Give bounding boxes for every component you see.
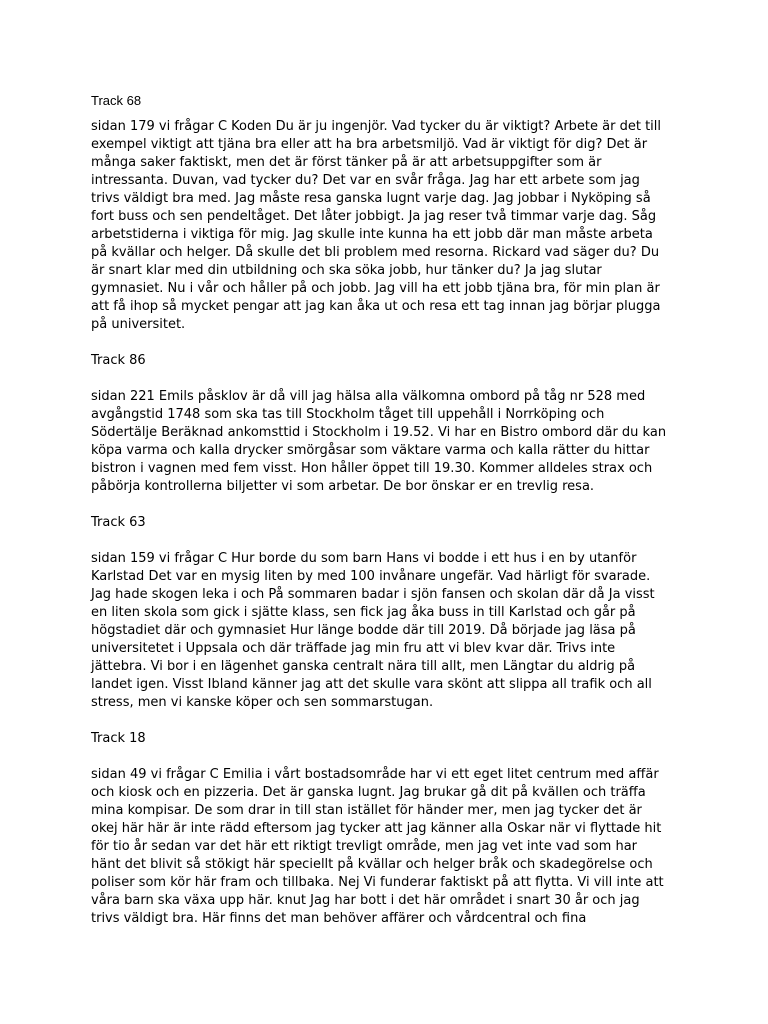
paragraph-line: bistron i vagnen med fem visst. Hon håller öppet till 19.30. Kommer alldeles strax och <box>91 461 653 476</box>
paragraph-line: poliser som kör här fram och tillbaka. Nej Vi funderar faktiskt på att flytta. Vi vill inte att <box>91 875 664 890</box>
spacer <box>91 370 691 388</box>
paragraph-line: för tio år sedan var det här ett riktigt trevligt område, men jag vet inte vad som har <box>91 839 638 854</box>
paragraph-line: köpa varma och kalla drycker smörgåsar som väktare varma och kalla rätter du hittar <box>91 443 650 458</box>
paragraph-line: okej här här är inte rädd eftersom jag tycker att jag känner alla Oskar när vi flyttade hit <box>91 821 662 836</box>
paragraph-line: stress, men vi kanske köper och sen sommarstugan. <box>91 695 434 710</box>
spacer <box>91 532 691 550</box>
paragraph-line: trivs väldigt bra. Här finns det man behöver affärer och vårdcentral och fina <box>91 911 587 926</box>
paragraph-line: sidan 221 Emils påsklov är då vill jag hälsa alla välkomna ombord på tåg nr 528 med <box>91 389 646 404</box>
paragraph-line: universitetet i Uppsala och där träffade jag min fru att vi blev kvar där. Trivs inte <box>91 641 616 656</box>
paragraph-line: intressanta. Duvan, vad tycker du? Det var en svår fråga. Jag har ett arbete som jag <box>91 173 640 188</box>
paragraph-line: Jag hade skogen leka i och På sommaren badar i sjön fansen och skolan där då Ja visst <box>91 587 655 602</box>
paragraph-line: många saker faktiskt, men det är först tänker på är att arbetsuppgifter som är <box>91 155 602 170</box>
paragraph-line: avgångstid 1748 som ska tas till Stockholm tåget till uppehåll i Norrköping och <box>91 407 605 422</box>
paragraph-line: landet igen. Visst Ibland känner jag att det skulle vara skönt att slippa all trafik och all <box>91 677 652 692</box>
paragraph-line: och kiosk och en pizzeria. Det är ganska lugnt. Jag brukar gå dit på kvällen och träffa <box>91 785 646 800</box>
track-86-paragraph <box>91 388 691 496</box>
spacer <box>91 748 691 766</box>
track-63-paragraph <box>91 550 691 712</box>
spacer <box>91 496 691 514</box>
paragraph-line: Södertälje Beräknad ankomsttid i Stockholm i 19.52. Vi har en Bistro ombord där du kan <box>91 425 667 440</box>
paragraph-line: sidan 49 vi frågar C Emilia i vårt bostadsområde har vi ett eget litet centrum med affär <box>91 767 659 782</box>
track-86-heading: Track 86 <box>91 353 146 368</box>
spacer <box>91 712 691 730</box>
paragraph-line: gymnasiet. Nu i vår och håller på och jobb. Jag vill ha ett jobb tjäna bra, för min plan är <box>91 281 660 296</box>
spacer <box>91 334 691 352</box>
track-18-heading: Track 18 <box>91 731 146 746</box>
track-18-paragraph <box>91 766 691 928</box>
paragraph-line: sidan 159 vi frågar C Hur borde du som barn Hans vi bodde i ett hus i en by utanför <box>91 551 637 566</box>
paragraph-line: på universitet. <box>91 317 186 332</box>
paragraph-line: arbetstiderna i viktiga för mig. Jag skulle inte kunna ha ett jobb där man måste arbeta <box>91 227 653 242</box>
paragraph-line: trivs väldigt bra med. Jag måste resa ganska lugnt varje dag. Jag jobbar i Nyköping så <box>91 191 651 206</box>
track-68-heading: Track 68 <box>91 93 142 108</box>
paragraph-line: sidan 179 vi frågar C Koden Du är ju ingenjör. Vad tycker du är viktigt? Arbete är det till <box>91 119 662 134</box>
paragraph-line: att få ihop så mycket pengar att jag kan åka ut och resa ett tag innan jag börjar plugga <box>91 299 661 314</box>
paragraph-line: våra barn ska växa upp här. knut Jag har bott i det här området i snart 30 år och jag <box>91 893 640 908</box>
track-63-heading: Track 63 <box>91 515 146 530</box>
paragraph-line: Karlstad Det var en mysig liten by med 100 invånare ungefär. Vad härligt för svarade. <box>91 569 651 584</box>
paragraph-line: påbörja kontrollerna biljetter vi som arbetar. De bor önskar er en trevlig resa. <box>91 479 595 494</box>
paragraph-line: är snart klar med din utbildning och ska söka jobb, hur tänker du? Ja jag slutar <box>91 263 602 278</box>
paragraph-line: jättebra. Vi bor i en lägenhet ganska centralt nära till allt, men Längtar du aldrig på <box>91 659 636 674</box>
paragraph-line: på kvällar och helger. Då skulle det bli problem med resorna. Rickard vad säger du? Du <box>91 245 660 260</box>
track-68-paragraph <box>91 118 691 334</box>
paragraph-line: hänt det blivit så stökigt här speciellt på kvällar och helger bråk och skadegörelse och <box>91 857 653 872</box>
paragraph-line: högstadiet där och gymnasiet Hur länge bodde där till 2019. Då började jag läsa på <box>91 623 636 638</box>
paragraph-line: mina kompisar. De som drar in till stan istället för händer mer, men jag tycker det är <box>91 803 642 818</box>
paragraph-line: fort buss och sen pendeltåget. Det låter jobbigt. Ja jag reser två timmar varje dag. Såg <box>91 209 657 224</box>
paragraph-line: en liten skola som gick i sjätte klass, sen fick jag åka buss in till Karlstad och går på <box>91 605 636 620</box>
document-body <box>91 118 691 928</box>
paragraph-line: exempel viktigt att tjäna bra eller att ha bra arbetsmiljö. Vad är viktigt för dig? Det är <box>91 137 648 152</box>
